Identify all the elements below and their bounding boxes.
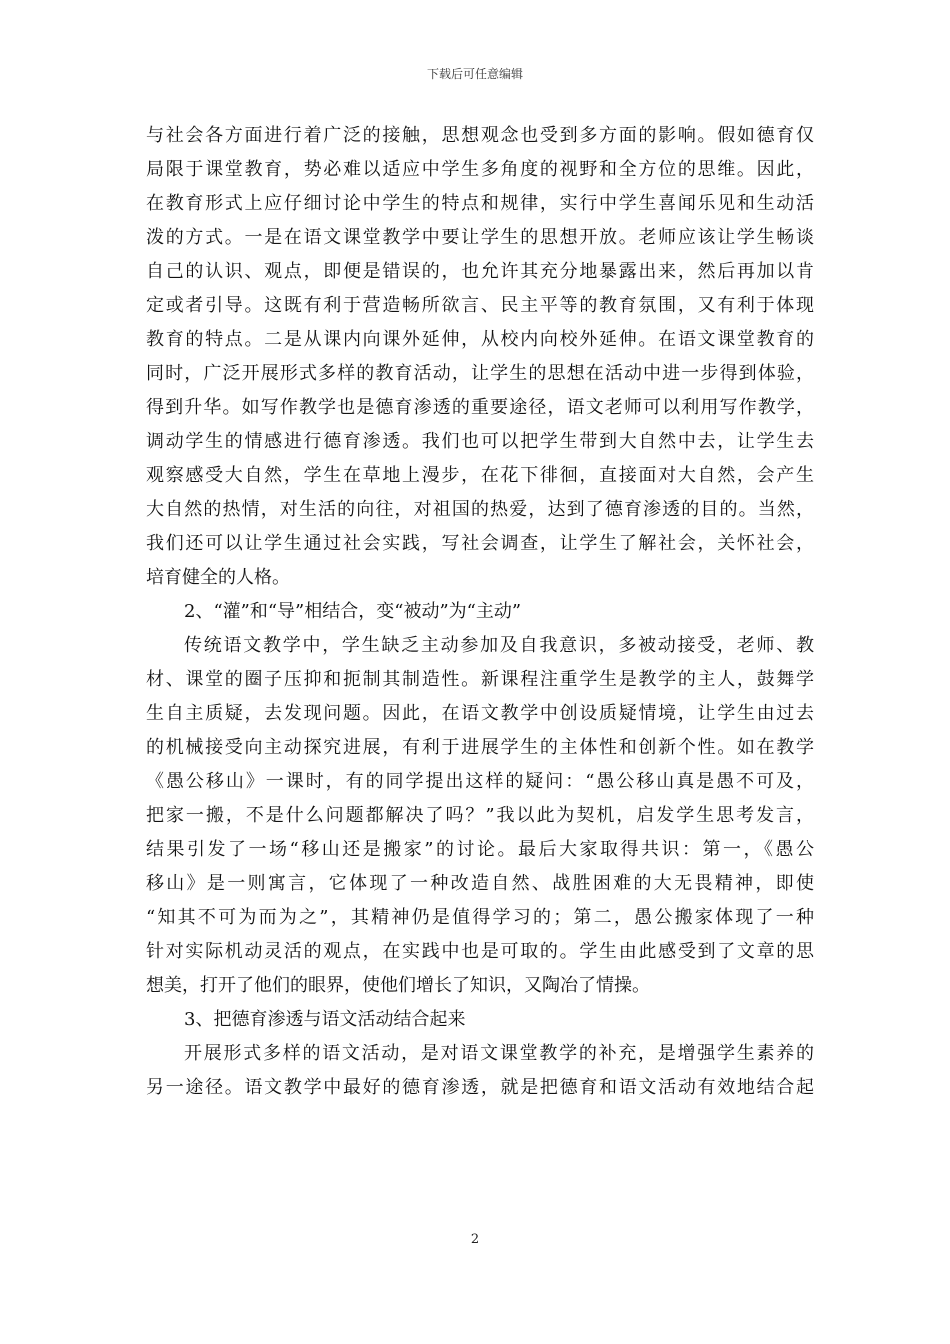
text-line: 开展形式多样的语文活动，是对语文课堂教学的补充，是增强学生素养的 [184, 1043, 814, 1064]
text-line: 把家一搬，不是什么问题都解决了吗？”我以此为契机，启发学生思考发言， [146, 805, 814, 826]
page-header: 下载后可任意编辑 [426, 67, 523, 81]
text-line: 与社会各方面进行着广泛的接触，思想观念也受到多方面的影响。假如德育仅 [146, 125, 814, 146]
text-line: 培育健全的人格。 [146, 567, 290, 588]
text-line: 在教育形式上应仔细讨论中学生的特点和规律，实行中学生喜闻乐见和生动活 [146, 193, 814, 214]
text-line: 观察感受大自然，学生在草地上漫步，在花下徘徊，直接面对大自然，会产生 [146, 465, 814, 486]
text-line: 同时，广泛开展形式多样的教育活动，让学生的思想在活动中进一步得到体验， [146, 363, 814, 384]
text-line: 定或者引导。这既有利于营造畅所欲言、民主平等的教育氛围，又有利于体现 [146, 295, 814, 316]
text-line: 想美，打开了他们的眼界，使他们增长了知识，又陶冶了情操。 [146, 975, 650, 996]
text-line: 传统语文教学中，学生缺乏主动参加及自我意识，多被动接受，老师、教 [184, 635, 814, 656]
text-line: 的机械接受向主动探究进展，有利于进展学生的主体性和创新个性。如在教学 [146, 737, 814, 758]
text-line: 局限于课堂教育，势必难以适应中学生多角度的视野和全方位的思维。因此， [146, 159, 814, 180]
text-line: 针对实际机动灵活的观点，在实践中也是可取的。学生由此感受到了文章的思 [146, 941, 814, 962]
text-line: 移山》是一则寓言，它体现了一种改造自然、战胜困难的大无畏精神，即使 [146, 873, 814, 894]
text-line: 自己的认识、观点，即便是错误的，也允许其充分地暴露出来，然后再加以肯 [146, 261, 814, 282]
text-line: 调动学生的情感进行德育渗透。我们也可以把学生带到大自然中去，让学生去 [146, 431, 814, 452]
text-line: 我们还可以让学生通过社会实践，写社会调查，让学生了解社会，关怀社会， [146, 533, 814, 554]
text-line: 3、把德育渗透与语文活动结合起来 [184, 1009, 466, 1030]
text-line: 2、“灌”和“导”相结合，变“被动”为“主动” [184, 601, 522, 622]
text-line: 泼的方式。一是在语文课堂教学中要让学生的思想开放。老师应该让学生畅谈 [146, 227, 814, 248]
text-line: “知其不可为而为之”，其精神仍是值得学习的；第二，愚公搬家体现了一种 [146, 907, 814, 928]
text-line: 另一途径。语文教学中最好的德育渗透，就是把德育和语文活动有效地结合起 [146, 1077, 814, 1098]
text-line: 得到升华。如写作教学也是德育渗透的重要途径，语文老师可以利用写作教学， [146, 397, 814, 418]
document-body [146, 119, 814, 1105]
text-line: 教育的特点。二是从课内向课外延伸，从校内向校外延伸。在语文课堂教育的 [146, 329, 814, 350]
text-line: 结果引发了一场“移山还是搬家”的讨论。最后大家取得共识：第一，《愚公 [146, 839, 814, 860]
text-line: 生自主质疑，去发现问题。因此，在语文教学中创设质疑情境，让学生由过去 [146, 703, 814, 724]
text-line: 大自然的热情，对生活的向往，对祖国的热爱，达到了德育渗透的目的。当然， [146, 499, 814, 520]
text-line: 材、课堂的圈子压抑和扼制其制造性。新课程注重学生是教学的主人，鼓舞学 [146, 669, 814, 690]
text-line: 《愚公移山》一课时，有的同学提出这样的疑问：“愚公移山真是愚不可及， [146, 771, 814, 792]
page-number: 2 [470, 1232, 480, 1247]
